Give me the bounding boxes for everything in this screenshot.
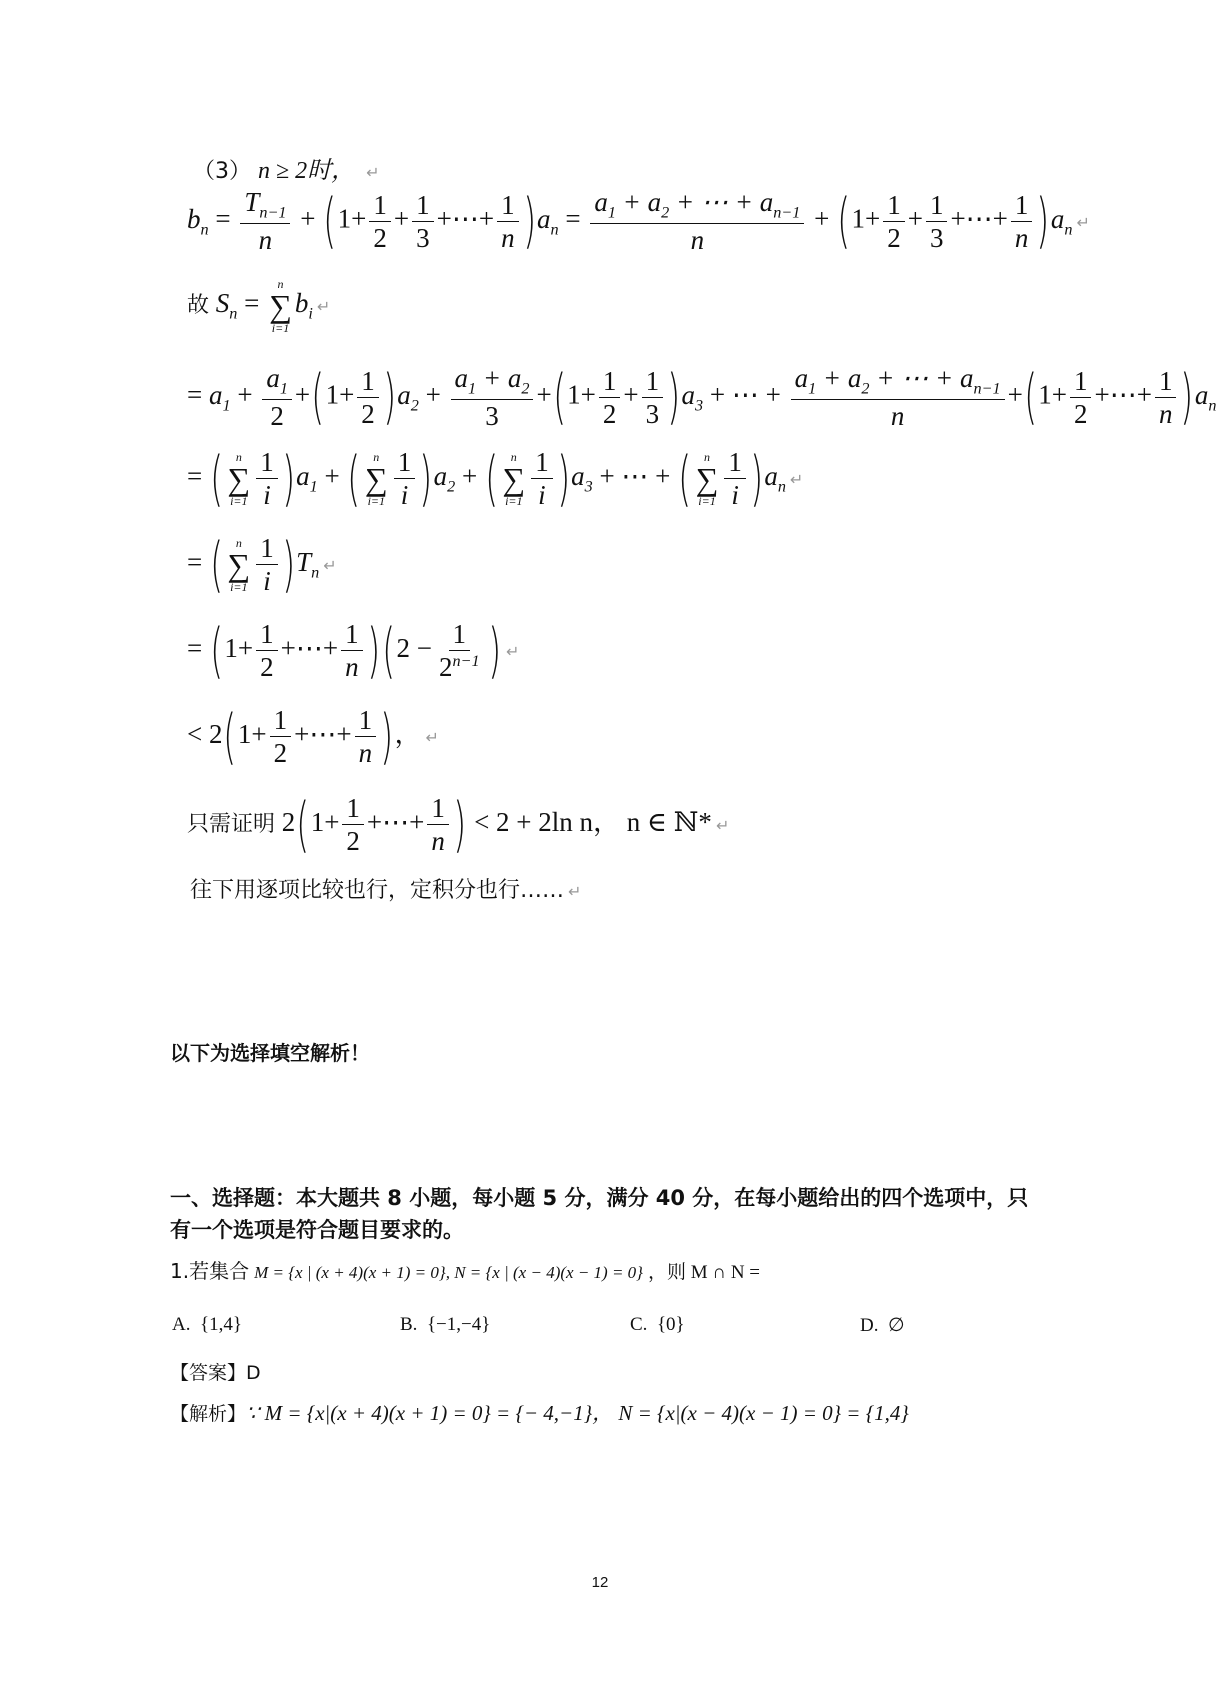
option-d[interactable]: D. ∅ [860, 1315, 905, 1336]
q1-stem [170, 1255, 760, 1284]
sn-definition: 故 $S_n$ = n ∑ i=1 $b_i$ ↵ [187, 277, 331, 335]
answer-value: D [246, 1362, 261, 1384]
q1-stem-math: M = {x | (x + 4)(x + 1) = 0}, N = {x | (x − 4)(x − 1) = 0} [254, 1263, 643, 1282]
q1-stem-prefix: 1.若集合 [170, 1259, 250, 1283]
answer-label: 【答案】 [170, 1362, 247, 1384]
section-title-line2: 有一个选项是符合题目要求的。 [170, 1218, 464, 1242]
option-a[interactable]: A. {1,4} [172, 1314, 242, 1335]
sum-times-tn: = ( n ∑ i=1 $\frac{1}{i}$ )$T_n$ ↵ [187, 529, 337, 600]
q1-stem-suffix: ，则 M ∩ N = [647, 1262, 761, 1283]
section-title-line1: 一、选择题：本大题共 8 小题，每小题 5 分，满分 40 分，在每小题给出的四个选项中，只 [170, 1186, 1029, 1210]
inequality-line: < 2(1+ $\frac{1}{2}$ +⋯+ $\frac{1}{n}$ )， ↵ [187, 701, 439, 772]
page-number: 12 [591, 1574, 609, 1591]
part3-header: （3） n ≥ 2时， ↵ [193, 158, 380, 184]
q1-analysis [170, 1397, 909, 1427]
sn-expansion: = $a_1$ + $\frac{a_1}{2}$ +(1+ $\frac{1}{2}$ )$a_2$ + $\frac{a_1 + a_2}{3}$ +(1+ $\frac{1}{2}$ + $\frac{1}{3}$ )$a_3$ + ⋯ + $\frac{a_1 + a_2 + \cdots + a_{n-1}}{n}$ +(1+ $\frac{1}{2}$ +⋯+ $\frac{1}{n}$ )$a_n$ [187, 362, 1216, 433]
q1-answer [170, 1358, 261, 1385]
only-need-tail: < 2 + 2ln n， n ∈ ℕ* [474, 807, 712, 838]
part3-label: （3） [193, 159, 251, 184]
option-b[interactable]: B. {−1,−4} [400, 1314, 491, 1335]
gu-label: 故 [187, 293, 210, 319]
analysis-label: 【解析】 [170, 1403, 247, 1425]
analysis-text: ∵ M = {x|(x + 4)(x + 1) = 0} = {− 4,−1}， N = {x|(x − 4)(x − 1) = 0} = {1,4} [246, 1401, 909, 1425]
option-c[interactable]: C. {0} [630, 1314, 685, 1335]
only-need-label: 只需证明 [187, 812, 276, 838]
only-need-prove: 只需证明 2(1+ $\frac{1}{2}$ +⋯+ $\frac{1}{n}$ ) < 2 + 2ln n， n ∈ ℕ* ↵ [187, 789, 730, 860]
sum-coefficients: = ( n ∑ i=1 $\frac{1}{i}$ )$a_1$ + ( n ∑ i=1 $\frac{1}{i}$ )$a_2$ + ( n ∑ i=1 $\frac{1}{i}$ )$a_3$ + ⋯ + ( n ∑ i=1 $\frac{1}{i}$ )$a_n$ ↵ [187, 443, 804, 514]
q1-options [0, 1314, 1200, 1344]
section-note: 以下为选择填空解析！ [170, 1041, 370, 1065]
bn-equation: $b_n$ = $\frac{T_{n-1}}{n}$ + (1+ $\frac{1}{2}$ + $\frac{1}{3}$ +⋯+ $\frac{1}{n}$ )$a_n$ = $\frac{a_1 + a_2 + \cdots + a_{n-1}}{n}$ + (1+ $\frac{1}{2}$ + $\frac{1}{3}$ +⋯+ $\frac{1}{n}$ )$a_n$ ↵ [187, 186, 1090, 257]
next-method-note: 往下用逐项比较也行，定积分也行…… ↵ [190, 878, 582, 903]
part3-condition: n ≥ 2时， [258, 158, 356, 184]
product-line: = (1+ $\frac{1}{2}$ +⋯+ $\frac{1}{n}$ )(2 − $\frac{1}{2^{n-1}}$ ) ↵ [187, 615, 520, 686]
